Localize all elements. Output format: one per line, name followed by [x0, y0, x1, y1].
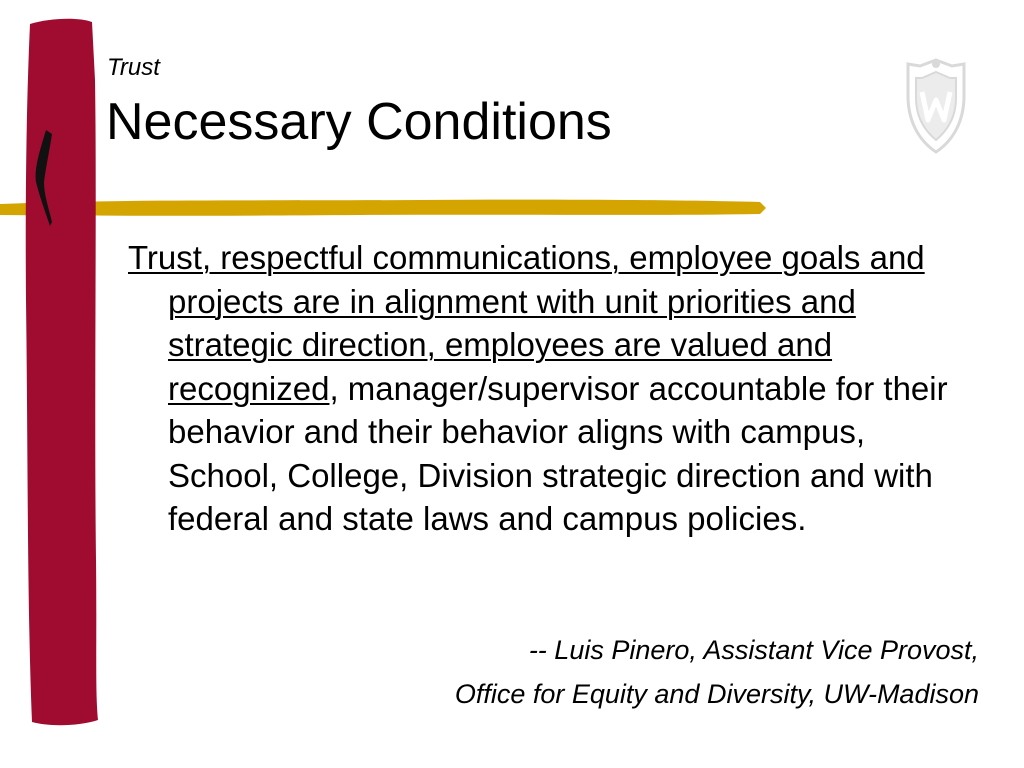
slide-subtitle: Trust — [107, 54, 160, 81]
crimson-vertical-bar — [26, 19, 98, 725]
gold-brush-stroke — [0, 200, 766, 216]
attribution-line-1: -- Luis Pinero, Assistant Vice Provost, — [528, 635, 979, 665]
uw-crest-icon — [900, 56, 972, 156]
slide-title: Necessary Conditions — [106, 93, 612, 151]
body-rest-text: , manager/supervisor accountable for their behavior and their behavior aligns with campus, School, College, Division strategic direction and with federal and state laws and campus policies. — [168, 369, 948, 537]
body-paragraph — [128, 236, 978, 541]
attribution — [219, 628, 979, 716]
body-underlined-text: Trust, respectful communications, employee goals and projects are in alignment with unit priorities and strategic direction, employees are valued and recognized — [128, 239, 925, 407]
attribution-line-2: Office for Equity and Diversity, UW-Madison — [454, 679, 979, 709]
